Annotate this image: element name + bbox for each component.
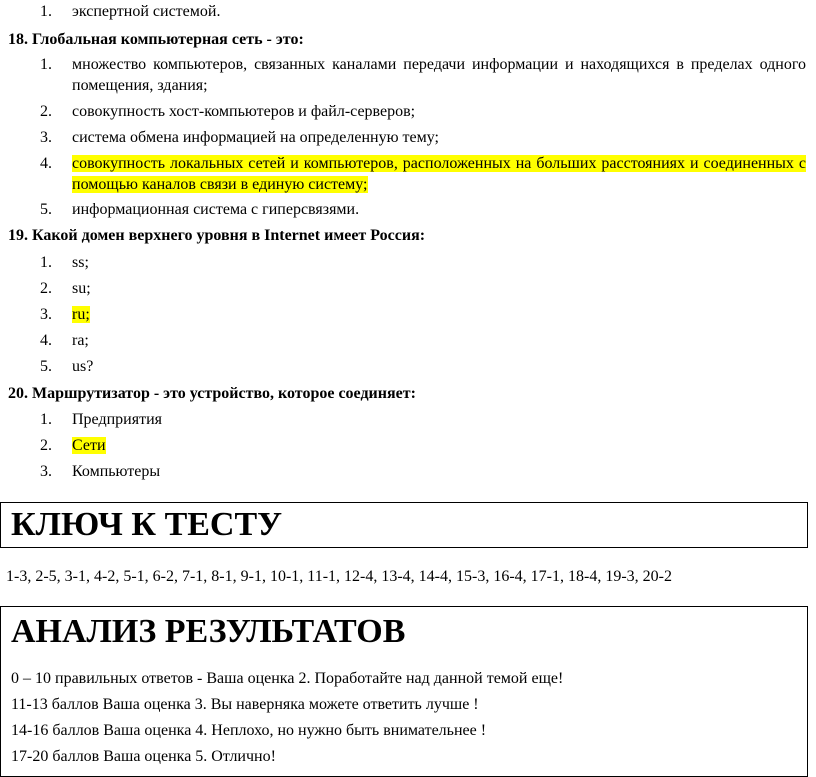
option-number: 2. [40,437,52,454]
option-number: 1. [40,3,52,20]
option-number: 2. [40,103,52,120]
analysis-line: 0 – 10 правильных ответов - Ваша оценка 2. Поработайте над данной темой еще! [11,670,564,687]
correct-answer-highlight: Сети [72,437,106,454]
option-text: Компьютеры [72,463,161,480]
option-text: ss; [72,254,89,271]
option-number: 1. [40,254,52,271]
analysis-line: 11-13 баллов Ваша оценка 3. Вы наверняка можете ответить лучше ! [11,696,479,713]
option-text: ra; [72,332,89,349]
option-text-correct [72,153,806,195]
analysis-line: 17-20 баллов Ваша оценка 5. Отлично! [11,748,276,765]
option-number: 5. [40,201,52,218]
correct-answer-highlight: совокупность локальных сетей и компьютеров, расположенных на больших расстояниях и соединенных с помощью каналов связи в единую систему; [72,155,806,193]
option-number: 3. [40,129,52,146]
option-number: 1. [40,56,52,73]
option-text: совокупность хост-компьютеров и файл-серверов; [72,103,416,120]
correct-answer-highlight: ru; [72,306,90,323]
question-18-title: 18. Глобальная компьютерная сеть - это: [8,31,304,48]
option-text: система обмена информацией на определенную тему; [72,129,439,146]
option-text: множество компьютеров, связанных каналами передачи информации и находящихся в пределах одного помещения, здания; [72,56,806,94]
option-text: Предприятия [72,411,162,428]
question-20-title: 20. Маршрутизатор - это устройство, которое соединяет: [8,385,416,402]
option-number: 4. [40,155,52,172]
option-number: 1. [40,411,52,428]
option-number: 4. [40,332,52,349]
option-text: экспертной системой. [72,3,221,20]
answer-key: 1-3, 2-5, 3-1, 4-2, 5-1, 6-2, 7-1, 8-1, 9-1, 10-1, 11-1, 12-4, 13-4, 14-4, 15-3, 16-4, 17-1, 18-4, 19-3, 20-2 [6,568,672,585]
key-heading: КЛЮЧ К ТЕСТУ [11,506,283,543]
key-heading-box [0,502,808,548]
option-text-correct [72,304,806,325]
option-text: us? [72,358,94,375]
option-text-correct [72,435,806,456]
analysis-heading: АНАЛИЗ РЕЗУЛЬТАТОВ [11,613,406,650]
option-number: 2. [40,280,52,297]
analysis-box [0,606,808,777]
question-19-title: 19. Какой домен верхнего уровня в Internet имеет Россия: [8,227,426,244]
option-number: 3. [40,306,52,323]
option-number: 5. [40,358,52,375]
analysis-line: 14-16 баллов Ваша оценка 4. Неплохо, но нужно быть внимательнее ! [11,722,487,739]
option-text: информационная система с гиперсвязями. [72,201,360,218]
option-text: su; [72,280,91,297]
option-number: 3. [40,463,52,480]
